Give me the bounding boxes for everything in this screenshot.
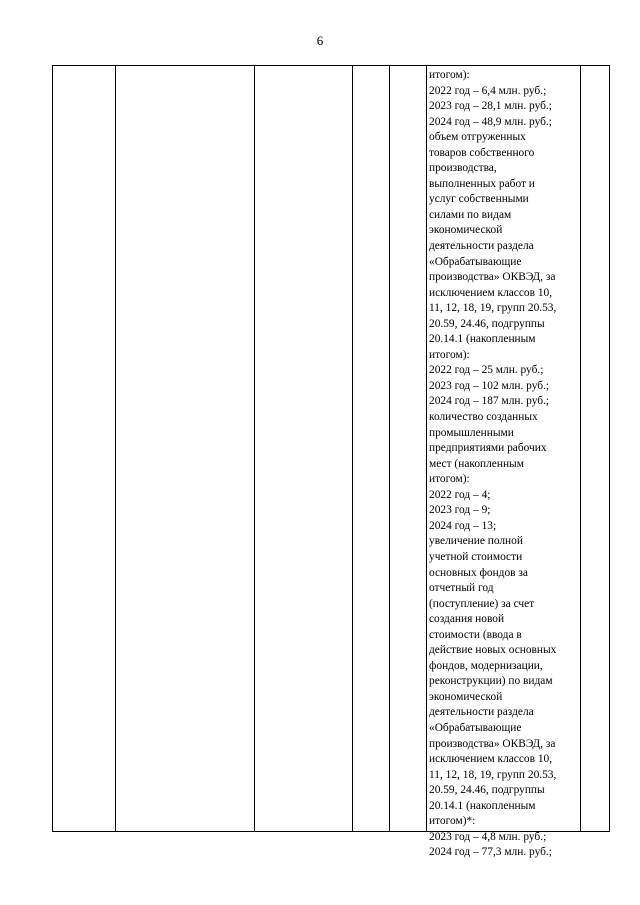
cell-line: товаров собственного	[429, 146, 535, 159]
cell-line: количество созданных	[429, 411, 538, 424]
cell-line: (поступление) за счет	[429, 597, 535, 610]
column-divider-5	[426, 66, 427, 831]
cell-line: производства,	[429, 162, 497, 175]
column-divider-6	[580, 66, 581, 831]
table-frame	[52, 65, 610, 859]
cell-line: 2022 год – 6,4 млн. руб.;	[429, 84, 547, 97]
cell-line: силами по видам	[429, 208, 512, 221]
cell-line: увеличение полной	[429, 535, 523, 548]
cell-line: 2023 год – 9;	[429, 504, 491, 517]
cell-line: деятельности раздела	[429, 706, 534, 719]
cell-line: создания новой	[429, 613, 505, 626]
cell-line: основных фондов за	[429, 566, 528, 579]
cell-line: 2024 год – 48,9 млн. руб.;	[429, 115, 552, 128]
cell-line: экономической	[429, 224, 503, 237]
cell-line: учетной стоимости	[429, 550, 523, 563]
cell-line: объем отгруженных	[429, 131, 526, 144]
cell-line: 2022 год – 25 млн. руб.;	[429, 364, 544, 377]
cell-line: 11, 12, 18, 19, групп 20.53,	[429, 768, 557, 781]
cell-line: промышленными	[429, 426, 514, 439]
cell-line: стоимости (ввода в	[429, 628, 522, 641]
cell-line: предприятиями рабочих	[429, 442, 547, 455]
cell-line: итогом)*:	[429, 815, 476, 828]
cell-line: 2024 год – 13;	[429, 519, 497, 532]
cell-line: производства» ОКВЭД, за	[429, 271, 556, 284]
cell-line: итогом):	[429, 69, 470, 81]
column-divider-2	[254, 66, 255, 831]
cell-line: 2022 год – 4;	[429, 488, 491, 501]
page-number: 6	[316, 33, 324, 48]
column-divider-3	[352, 66, 353, 831]
cell-line: 11, 12, 18, 19, групп 20.53,	[429, 302, 557, 315]
cell-line: реконструкции) по видам	[429, 675, 553, 688]
cell-line: 20.14.1 (накопленным	[429, 799, 536, 812]
cell-line: фондов, модернизации,	[429, 659, 543, 672]
cell-line: 20.14.1 (накопленным	[429, 333, 536, 346]
cell-line: деятельности раздела	[429, 240, 534, 253]
cell-line: 2024 год – 77,3 млн. руб.;	[429, 846, 552, 859]
cell-line: итогом):	[429, 348, 470, 361]
column-divider-4	[389, 66, 390, 831]
cell-line: 2023 год – 102 млн. руб.;	[429, 379, 550, 392]
cell-line: действие новых основных	[429, 644, 557, 657]
cell-line: 2023 год – 28,1 млн. руб.;	[429, 100, 552, 113]
cell-line: экономической	[429, 690, 503, 703]
cell-line: услуг собственными	[429, 193, 529, 206]
indicators-cell	[429, 68, 579, 861]
cell-line: выполненных работ и	[429, 177, 535, 190]
cell-line: «Обрабатывающие	[429, 255, 522, 268]
cell-line: итогом):	[429, 473, 470, 486]
cell-line: исключением классов 10,	[429, 286, 553, 299]
column-divider-1	[115, 66, 116, 831]
cell-line: мест (накопленным	[429, 457, 524, 470]
cell-line: 2024 год – 187 млн. руб.;	[429, 395, 550, 408]
cell-line: отчетный год	[429, 582, 494, 595]
cell-line: 2023 год – 4,8 млн. руб.;	[429, 830, 547, 843]
cell-line: «Обрабатывающие	[429, 721, 522, 734]
cell-line: производства» ОКВЭД, за	[429, 737, 556, 750]
cell-line: 20.59, 24.46, подгруппы	[429, 317, 545, 330]
cell-line: 20.59, 24.46, подгруппы	[429, 784, 545, 797]
cell-line: исключением классов 10,	[429, 753, 553, 766]
